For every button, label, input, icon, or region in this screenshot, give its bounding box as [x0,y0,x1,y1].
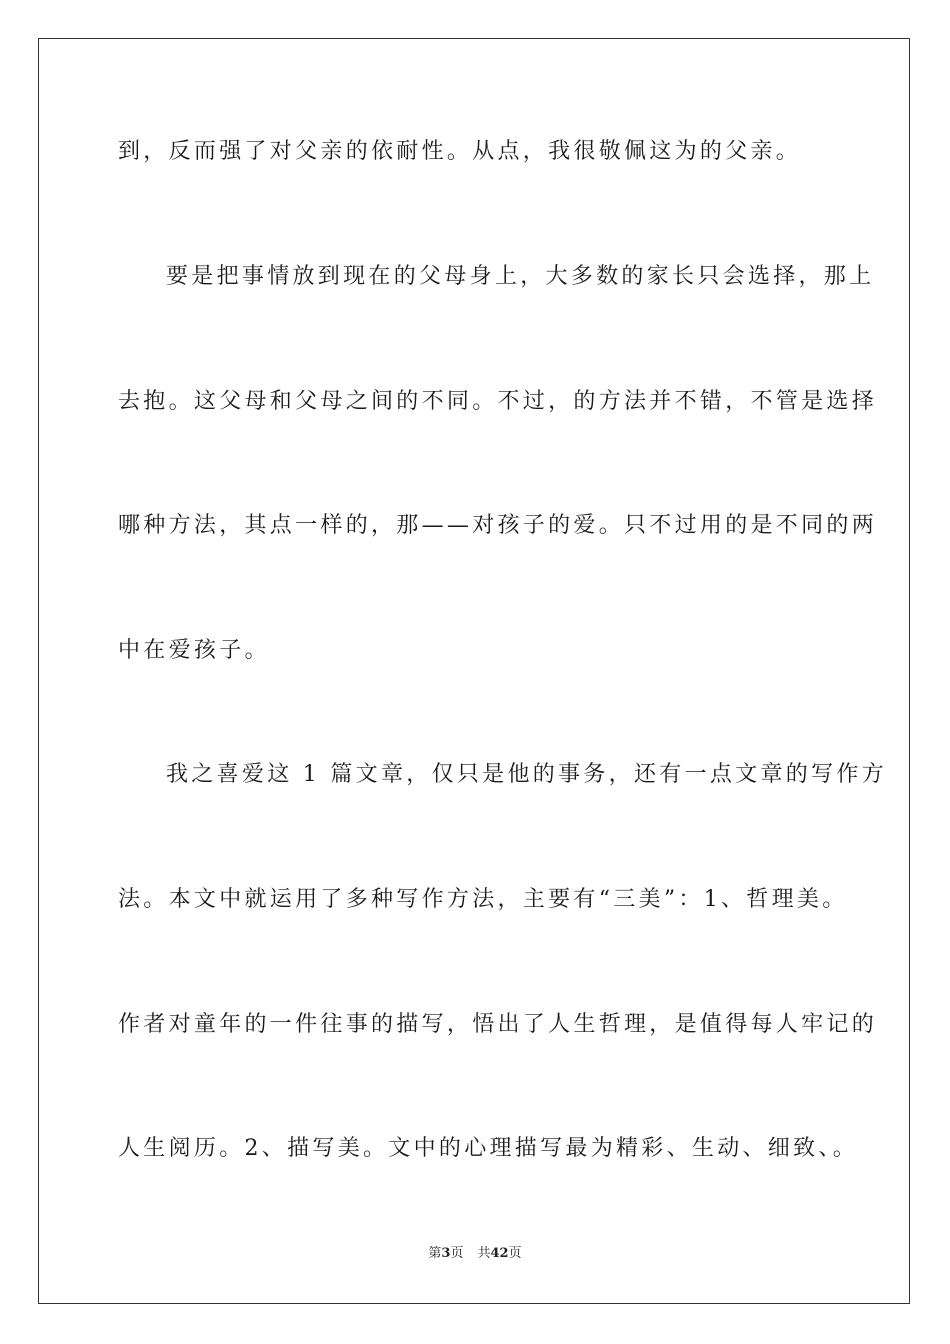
text-line-5: 中在爱孩子。 [118,638,270,663]
page-border [38,38,910,1304]
page-number: 3 [441,1246,451,1261]
text-line-1: 到，反而强了对父亲的依耐性。从点，我很敬佩这为的父亲。 [118,139,802,164]
text-line-8: 作者对童年的一件往事的描写，悟出了人生哲理，是值得每人牢记的 [118,1012,878,1037]
page-footer [0,1245,950,1263]
total-suffix: 页 [508,1246,522,1261]
page-prefix: 第 [428,1246,442,1261]
text-line-7: 法。本文中就运用了多种写作方法，主要有“三美”：1、哲理美。 [118,887,848,912]
text-line-3: 去抱。这父母和父母之间的不同。不过，的方法并不错，不管是选择 [118,389,878,414]
text-line-2: 要是把事情放到现在的父母身上，大多数的家长只会选择，那上 [166,264,875,289]
text-line-9: 人生阅历。2、描写美。文中的心理描写最为精彩、生动、细致、。 [118,1136,858,1161]
total-prefix: 共 [477,1246,491,1261]
total-pages: 42 [490,1246,509,1261]
text-line-6: 我之喜爱这 1 篇文章，仅只是他的事务，还有一点文章的写作方 [166,762,887,787]
page-suffix: 页 [450,1246,464,1261]
text-line-4: 哪种方法，其点一样的，那——对孩子的爱。只不过用的是不同的两 [118,513,878,538]
